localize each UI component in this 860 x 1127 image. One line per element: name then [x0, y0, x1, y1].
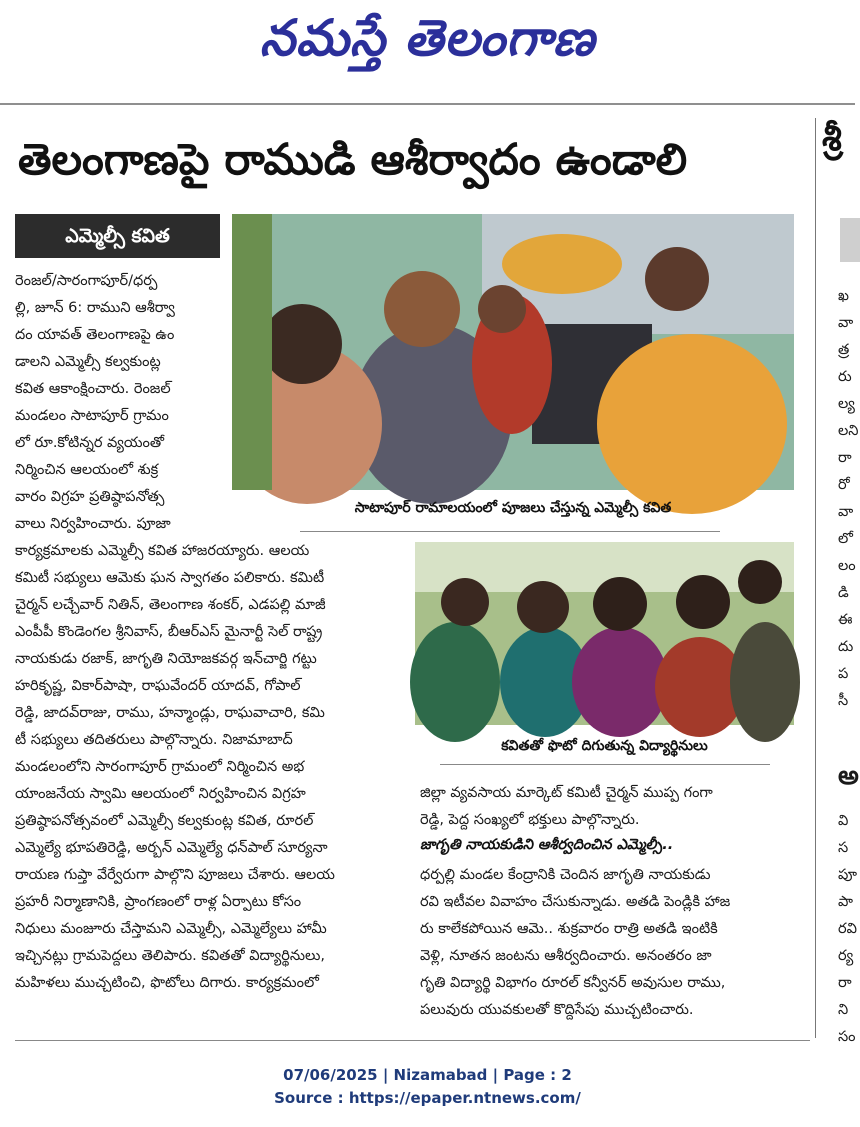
text-fragment: డి [838, 585, 849, 601]
text-line: నిర్మించిన ఆలయంలో శుక్ర [15, 462, 159, 478]
text-fragment: ఖ [838, 288, 849, 304]
text-line: మహిళలు ముచ్చటించి, ఫొటోలు దిగారు. కార్యక్రమంలో [15, 975, 319, 991]
text-line: టీ సభ్యులు తదితరులు పాల్గొన్నారు. నిజామాబాద్ [15, 732, 293, 748]
text-line: రెడ్డి, పెద్ద సంఖ్యలో భక్తులు పాల్గొన్నారు. [420, 812, 640, 828]
body-column-right [420, 780, 805, 834]
text-fragment: స [838, 840, 849, 856]
text-line: ప్రహరీ నిర్మాణానికి, ప్రాంగణంలో రాళ్ల ఏర్పాటు కోసం [15, 894, 302, 910]
students-photo-art [415, 542, 794, 725]
photo2-caption: కవితతో ఫొటో దిగుతున్న విద్యార్థినులు [501, 738, 708, 754]
text-line: కవిత ఆకాంక్షించారు. రెంజల్ [15, 381, 171, 397]
text-fragment: ఈ [838, 612, 853, 628]
text-fragment: ల్య [838, 396, 855, 412]
text-line: రెడ్డి, జాదవ్‌రాజు, రాము, హన్మాండ్లు, రాఘవాచారి, కమి [15, 705, 325, 721]
footer-source-line: Source : https://epaper.ntnews.com/ [274, 1089, 581, 1107]
text-fragment: ని [838, 1002, 849, 1018]
text-fragment: సం [838, 1029, 856, 1045]
text-fragment: రు [838, 369, 852, 385]
text-line: కమిటీ సభ్యులు ఆమెకు ఘన స్వాగతం పలికారు. కమిటీ [15, 570, 325, 586]
text-fragment: వా [838, 315, 854, 331]
text-line: మండలం సాటాపూర్ గ్రామం [15, 408, 169, 424]
text-line: ధర్పల్లి మండల కేంద్రానికి చెందిన జాగృతి నాయకుడు [420, 867, 711, 883]
text-fragment: పూ [838, 867, 857, 883]
text-line: పలువురు యువకులతో కొద్దిసేపు ముచ్చటించారు. [420, 1002, 694, 1018]
caption-rule [300, 531, 720, 532]
adjacent-subhead: అ [838, 761, 859, 791]
text-line: ఎమ్మెల్యే భూపతిరెడ్డి, అర్బన్ ఎమ్మెల్యే ధన్‌పాల్ సూర్యనా [15, 840, 328, 856]
text-fragment: రో [838, 477, 850, 493]
text-fragment: రా [838, 975, 852, 991]
text-line: ల్లి, జూన్ 6: రాముని ఆశీర్వా [15, 300, 175, 316]
body-column-wide [15, 538, 410, 997]
text-line: దం యావత్ తెలంగాణపై ఉం [15, 327, 175, 343]
text-line: లో రూ.కోటిన్నర వ్యయంతో [15, 435, 164, 451]
text-fragment: రా [838, 450, 852, 466]
byline: ఎమ్మెల్సీ కవిత [65, 225, 170, 247]
text-line: ఎంపీపీ కొండెంగల శ్రీనివాస్, బీఆర్ఎస్ మైనార్టీ సెల్ రాష్ట్ర [15, 624, 323, 640]
text-fragment: వా [838, 504, 854, 520]
text-fragment: రవి [838, 921, 857, 937]
caption-rule-2 [440, 764, 770, 765]
text-fragment: పా [838, 894, 853, 910]
adjacent-headline: శ్రీ [822, 118, 842, 159]
text-line: నాయకుడు రజాక్, జాగృతి నియోజకవర్గ ఇన్‌చార్జి గట్టు [15, 651, 317, 667]
text-line: రెంజల్/సారంగాపూర్/ధర్ప [15, 273, 158, 289]
text-fragment: ప [838, 666, 849, 682]
text-fragment: లో [838, 531, 853, 547]
text-fragment: వి [838, 813, 849, 829]
article-headline: తెలంగాణపై రాముడి ఆశీర్వాదం ఉండాలి [18, 135, 688, 185]
masthead [0, 0, 855, 100]
text-fragment: సీ [838, 693, 849, 709]
adjacent-article-strip [820, 118, 859, 1048]
text-fragment: దు [838, 639, 854, 655]
body-column-narrow [15, 268, 225, 538]
text-line: రు కాలేకపోయిన ఆమె.. శుక్రవారం రాత్రి అతడి ఇంటికి [420, 921, 718, 937]
text-line: నిధులు మంజూరు చేస్తామని ఎమ్మెల్సీ, ఎమ్మెల్యేలు హామీ [15, 921, 327, 937]
text-line: వెళ్లి, నూతన జంటను ఆశీర్వదించారు. అనంతరం జా [420, 948, 712, 964]
text-fragment: లం [838, 558, 856, 574]
temple-photo-art [232, 214, 794, 490]
text-line: మండలంలోని సారంగాపూర్ గ్రామంలో నిర్మించిన అభ [15, 759, 305, 775]
masthead-divider [0, 103, 855, 105]
adjacent-byline-box [840, 218, 860, 262]
text-line: కార్యక్రమాలకు ఎమ్మెల్సీ కవిత హాజరయ్యారు. ఆలయ [15, 543, 310, 559]
text-fragment: త్ర [838, 342, 850, 358]
text-line: ప్రతిష్ఠాపనోత్సవంలో ఎమ్మెల్సీ కల్వకుంట్ల కవిత, రూరల్ [15, 813, 314, 829]
photo1-caption: సాటాపూర్ రామాలయంలో పూజలు చేస్తున్న ఎమ్మెల్సీ కవిత [354, 500, 672, 516]
text-fragment: లని [838, 423, 859, 439]
text-line: డాలని ఎమ్మెల్సీ కల్వకుంట్ల [15, 354, 161, 370]
newspaper-logo: నమస్తే తెలంగాణ [259, 8, 596, 67]
byline-box [15, 214, 220, 258]
text-line: రవి ఇటీవల వివాహం చేసుకున్నాడు. అతడి పెండ్లికి హాజ [420, 894, 731, 910]
bottom-rule [15, 1040, 810, 1041]
text-line: జిల్లా వ్యవసాయ మార్కెట్ కమిటీ చైర్మన్ ముప్ప గంగా [420, 785, 713, 801]
text-fragment: ర్య [838, 948, 854, 964]
text-line: ఇచ్చినట్లు గ్రామపెద్దలు తెలిపారు. కవితతో విద్యార్థినులు, [15, 948, 325, 964]
text-line: చైర్మన్ లచ్చేవార్ నితిన్, తెలంగాణ శంకర్, ఎడపల్లి మాజీ [15, 597, 326, 613]
text-line: యాంజనేయ స్వామి ఆలయంలో నిర్వహించిన విగ్రహ [15, 786, 306, 802]
students-photo [415, 542, 794, 725]
text-line: వాలు నిర్వహించారు. పూజా [15, 516, 171, 532]
body-column-right-2 [420, 862, 805, 1024]
temple-photo [232, 214, 794, 490]
text-line: హరికృష్ణ, వికార్‌పాషా, రాఘవేందర్ యాదవ్, గోపాల్ [15, 678, 301, 694]
footer-date-line: 07/06/2025 | Nizamabad | Page : 2 [283, 1066, 572, 1084]
text-line: గృతి విద్యార్థి విభాగం రూరల్ కన్వీనర్ అవుసుల రాము, [420, 975, 726, 991]
column-divider [815, 118, 816, 1038]
text-line: వారం విగ్రహ ప్రతిష్ఠాపనోత్స [15, 489, 165, 505]
subheading: జాగృతి నాయకుడిని ఆశీర్వదించిన ఎమ్మెల్సీ.. [420, 837, 674, 853]
text-line: రాయణ గుప్తా వేర్వేరుగా పాల్గొని పూజలు చేశారు. ఆలయ [15, 867, 335, 883]
